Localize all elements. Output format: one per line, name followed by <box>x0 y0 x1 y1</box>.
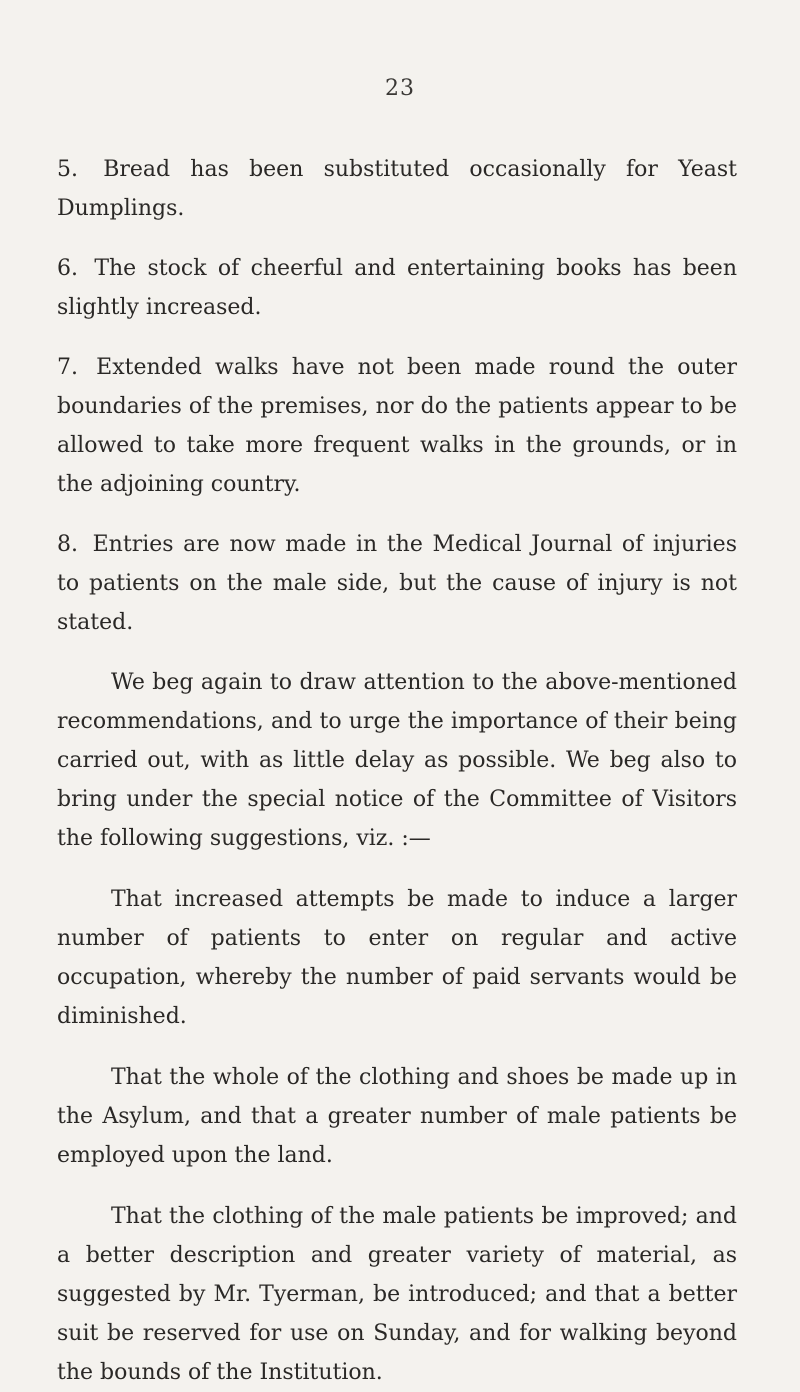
paragraph-text: Extended walks have not been made round the outer boundaries of the premises, nor do the patients appear to be allowed to take more frequent walks in the grounds, or in the adjoining country. <box>57 355 737 497</box>
suggestion-paragraph-2: That the whole of the clothing and shoes be made up in the Asylum, and that a greater number of male patients be employed upon the land. <box>57 1065 737 1168</box>
paragraph-number: 8. <box>57 532 78 557</box>
page-number: 23 <box>385 76 415 101</box>
numbered-paragraph-6 <box>57 249 737 327</box>
paragraph-text: Bread has been substituted occasionally for Yeast Dumplings. <box>57 157 737 221</box>
paragraph-number: 6. <box>57 256 78 281</box>
paragraph-number: 7. <box>57 355 78 380</box>
body-text <box>57 150 737 1392</box>
paragraph-number: 5. <box>57 157 78 182</box>
paragraph-text: Entries are now made in the Medical Journal of injuries to patients on the male side, but the cause of injury is not stated. <box>57 532 737 635</box>
recommendation-paragraph: We beg again to draw attention to the above-mentioned recommendations, and to urge the importance of their being carried out, with as little delay as possible. We beg also to bring under the special notice of the Committee of Visitors the following suggestions, viz. :— <box>57 670 737 851</box>
suggestion-paragraph-1: That increased attempts be made to induce a larger number of patients to enter on regular and active occupation, whereby the number of paid servants would be diminished. <box>57 887 737 1029</box>
suggestion-paragraph-3: That the clothing of the male patients be improved; and a better description and greater variety of material, as suggested by Mr. Tyerman, be introduced; and that a better suit be reserved for use on Sunday, and for walking beyond the bounds of the Institution. <box>57 1204 737 1385</box>
paragraph-text: The stock of cheerful and entertaining books has been slightly increased. <box>57 256 738 320</box>
numbered-paragraph-7 <box>57 348 737 504</box>
numbered-paragraph-8 <box>57 525 737 642</box>
numbered-paragraph-5 <box>57 150 737 228</box>
